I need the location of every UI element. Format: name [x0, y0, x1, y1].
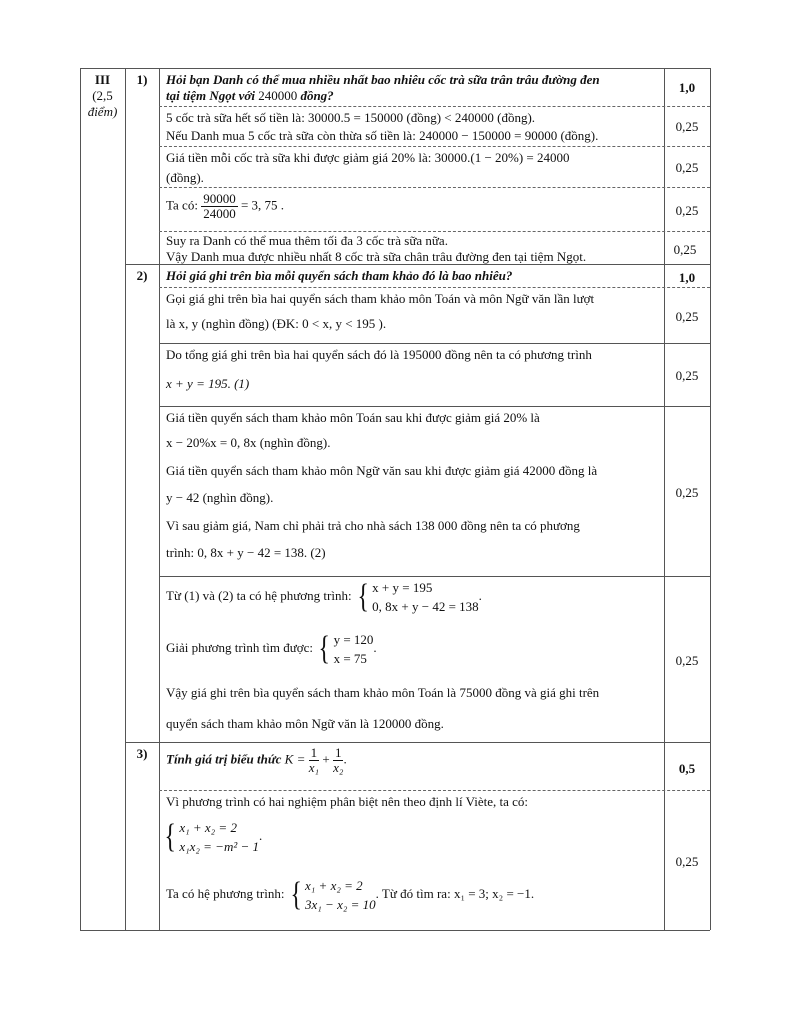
step-text: Giá tiền quyển sách tham khảo môn Toán sau khi được giảm giá 20% là — [166, 410, 540, 425]
brace-icon: { — [164, 818, 176, 855]
title-text: Tính giá trị biểu thức — [166, 751, 282, 767]
score: 0,25 — [675, 653, 699, 668]
fraction-denominator: x₂ — [333, 760, 344, 775]
step-text: y − 42 (nghìn đồng). — [166, 490, 274, 505]
equation: y = 120 — [333, 632, 374, 647]
equation: x = 75 — [333, 651, 367, 666]
step-text: trình: 0, 8x + y − 42 = 138. (2) — [166, 545, 326, 560]
step-divider — [159, 106, 710, 107]
section-label: III — [94, 72, 111, 87]
step-text: Vì phương trình có hai nghiệm phân biệt nên theo định lí Viète, ta có: — [166, 794, 529, 809]
punctuation: . — [259, 827, 263, 843]
fraction-numerator: 1 — [334, 745, 342, 760]
col-divider-1 — [125, 68, 126, 930]
fraction-denominator: x₁ — [308, 760, 320, 775]
equation: 0, 8x + y − 42 = 138 — [372, 599, 479, 614]
question-title: Hỏi giá ghi trên bìa mỗi quyển sách tham khảo đó là bao nhiêu? — [166, 268, 513, 283]
equation: x₁ + x₂ = 2 — [179, 820, 237, 835]
step-text: 5 cốc trà sữa hết số tiền là: 30000.5 = 150000 (đồng) < 240000 (đồng). — [166, 110, 536, 125]
equation: x + y = 195. (1) — [166, 376, 250, 391]
equation: x₁x₂ = −m² − 1 — [179, 839, 260, 854]
step-divider — [159, 146, 710, 147]
step-prefix: Từ (1) và (2) ta có hệ phương trình: — [166, 587, 352, 603]
fraction — [201, 192, 238, 221]
score: 0,5 — [678, 761, 696, 776]
step-divider — [159, 231, 710, 232]
step-text: x − 20%x = 0, 8x (nghìn đồng). — [166, 435, 331, 450]
table-bottom-border — [80, 930, 710, 931]
table-top-border — [80, 68, 710, 69]
section-points: (2,5 — [92, 88, 113, 103]
step-divider — [159, 187, 710, 188]
title-k: K = — [284, 751, 306, 767]
question-title — [166, 746, 347, 775]
score: 0,25 — [673, 242, 697, 257]
punctuation: . — [373, 639, 377, 655]
step-text: (đồng). — [166, 170, 204, 185]
step-prefix: Ta có: — [166, 197, 198, 213]
equation: 3x₁ − x₂ = 10 — [305, 897, 376, 912]
fraction-denominator: 24000 — [203, 206, 236, 221]
fraction-numerator: 90000 — [203, 191, 236, 206]
step-divider — [159, 406, 710, 407]
system-line — [166, 578, 482, 616]
step-suffix: . Từ đó tìm ra: x₁ = 3; x₂ = −1. — [375, 885, 535, 901]
fraction — [309, 746, 320, 775]
score: 0,25 — [675, 485, 699, 500]
viete-system — [162, 818, 262, 856]
equation: x + y = 195 — [372, 580, 433, 595]
operator: + — [322, 751, 330, 767]
step-text: Do tổng giá ghi trên bìa hai quyển sách đó là 195000 đồng nên ta có phương trình — [166, 347, 592, 362]
brace-icon: { — [357, 578, 369, 615]
table-left-border — [80, 68, 81, 930]
step-text: Vậy giá ghi trên bìa quyển sách tham khảo môn Toán là 75000 đồng và giá ghi trên — [166, 685, 600, 700]
brace-icon: { — [318, 630, 331, 667]
step-text: Giá tiền mỗi cốc trà sữa khi được giảm giá 20% là: 30000.(1 − 20%) = 24000 — [166, 150, 570, 165]
step-text: Giá tiền quyển sách tham khảo môn Ngữ văn sau khi được giảm giá 42000 đồng là — [166, 463, 598, 478]
question-number: 3) — [136, 746, 148, 761]
fraction-numerator: 1 — [310, 745, 318, 760]
step-text: Vì sau giảm giá, Nam chỉ phải trả cho nhà sách 138 000 đồng nên ta có phương — [166, 518, 580, 533]
score: 0,25 — [675, 368, 699, 383]
step-text: Suy ra Danh có thể mua thêm tối đa 3 cốc trà sữa nữa. — [166, 233, 448, 248]
section-points-unit: điểm) — [87, 104, 118, 119]
row-divider-q3 — [125, 742, 710, 743]
step-suffix: = 3, 75 . — [240, 197, 285, 213]
punctuation: . — [343, 751, 347, 767]
title-amount: 240000 — [258, 88, 298, 103]
title-part: tại tiệm Ngọt với — [166, 88, 255, 103]
step-text: Gọi giá ghi trên bìa hai quyển sách tham khảo môn Toán và môn Ngữ văn lần lượt — [166, 291, 595, 306]
step-text: quyển sách tham khảo môn Ngữ văn là 120000 đồng. — [166, 716, 444, 731]
step-prefix: Giải phương trình tìm được: — [166, 639, 313, 655]
score: 0,25 — [675, 203, 699, 218]
score: 0,25 — [675, 160, 699, 175]
fraction — [333, 745, 347, 775]
question-number: 2) — [136, 268, 148, 283]
punctuation: . — [478, 587, 482, 603]
step-prefix: Ta có hệ phương trình: — [166, 885, 285, 901]
system-line — [166, 876, 534, 914]
step-divider — [159, 343, 710, 344]
step-divider — [159, 790, 710, 791]
score: 0,25 — [675, 309, 699, 324]
score: 0,25 — [675, 119, 699, 134]
score: 1,0 — [678, 270, 696, 285]
question-title-line2 — [166, 88, 334, 104]
equation: x₁ + x₂ = 2 — [305, 878, 363, 893]
score: 1,0 — [678, 80, 696, 95]
title-part: đồng? — [300, 88, 334, 103]
step-text: Nếu Danh mua 5 cốc trà sữa còn thừa số tiền là: 240000 − 150000 = 90000 (đồng). — [166, 128, 599, 143]
score: 0,25 — [675, 854, 699, 869]
step-text: là x, y (nghìn đồng) (ĐK: 0 < x, y < 195 ). — [166, 316, 387, 331]
step-text: Vậy Danh mua được nhiều nhất 8 cốc trà sữa chân trâu đường đen tại tiệm Ngọt. — [166, 249, 587, 264]
brace-icon: { — [290, 876, 302, 913]
step-divider — [159, 576, 710, 577]
step-fraction-line — [166, 192, 284, 221]
table-right-border — [710, 68, 711, 930]
step-divider — [159, 287, 710, 288]
col-divider-2 — [159, 68, 160, 930]
question-title: Hỏi bạn Danh có thể mua nhiều nhất bao nhiêu cốc trà sữa trân trâu đường đen — [166, 72, 600, 87]
equation-system — [162, 818, 259, 856]
question-number: 1) — [136, 72, 148, 87]
solution-line — [166, 630, 377, 668]
equation-system — [288, 876, 376, 914]
equation-system — [355, 578, 479, 616]
equation-system — [316, 630, 373, 668]
